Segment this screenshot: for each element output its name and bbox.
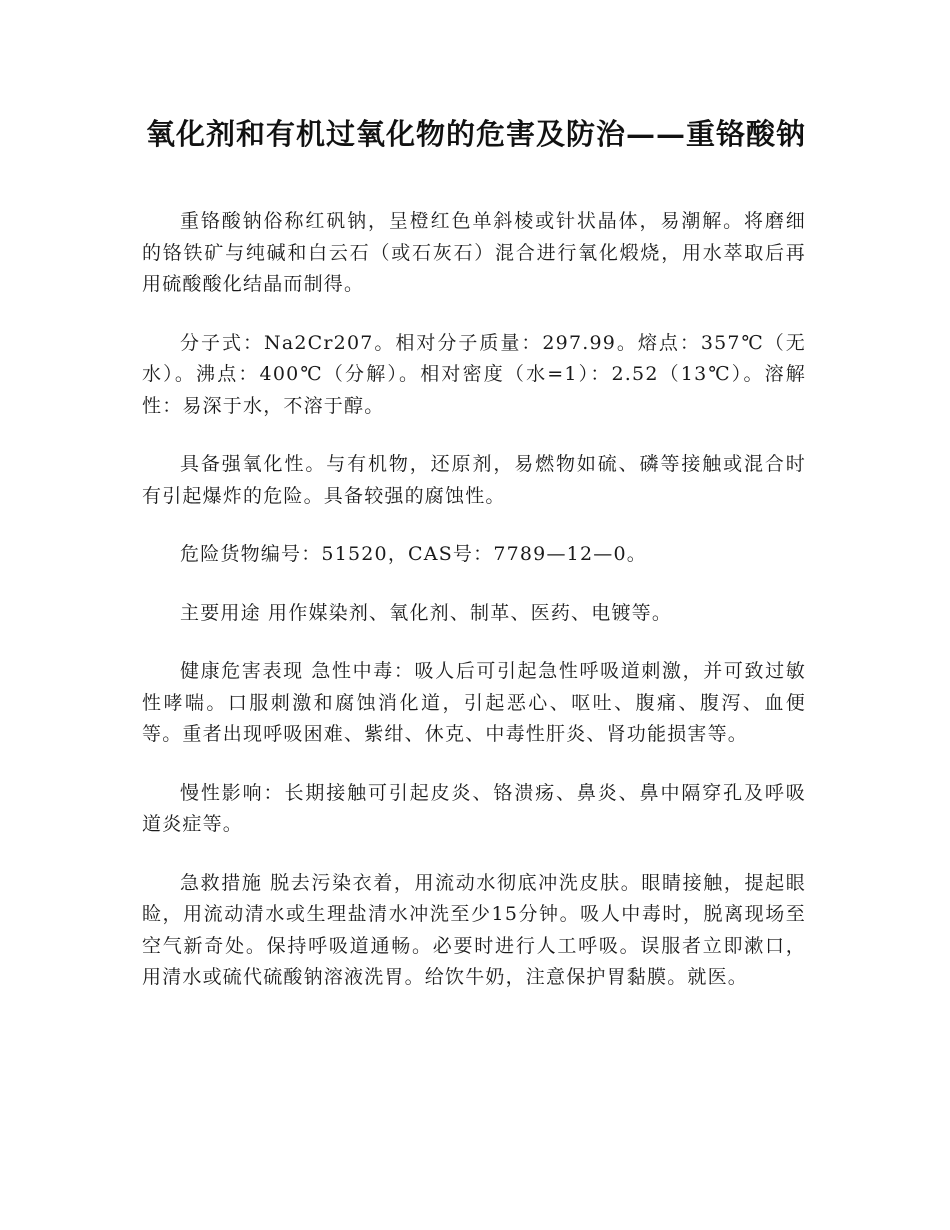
paragraph-description: 重铬酸钠俗称红矾钠，呈橙红色单斜棱或针状晶体，易潮解。将磨细的铬铁矿与纯碱和白云石（或石灰石）混合进行氧化煅烧，用水萃取后再用硫酸酸化结晶而制得。 — [142, 210, 806, 295]
paragraph-chronic-effects: 慢性影响：长期接触可引起皮炎、铬溃疡、鼻炎、鼻中隔穿孔及呼吸道炎症等。 — [142, 781, 806, 835]
document-title: 氧化剂和有机过氧化物的危害及防治——重铬酸钠 — [145, 117, 806, 151]
paragraph-health-hazards: 健康危害表现 急性中毒：吸人后可引起急性呼吸道刺激，并可致过敏性哮喘。口服刺激和腐蚀消化道，引起恶心、呕吐、腹痛、腹泻、血便等。重者出现呼吸困难、紫绀、休克、中毒性肝炎、肾功能损害等。 — [142, 660, 806, 745]
paragraph-first-aid: 急救措施 脱去污染衣着，用流动水彻底冲洗皮肤。眼睛接触，提起眼睑，用流动清水或生理盐清水冲洗至少15分钟。吸人中毒时，脱离现场至空气新奇处。保持呼吸道通畅。必要时进行人工呼吸。误服者立即漱口，用清水或硫代硫酸钠溶液洗胃。给饮牛奶，注意保护胃黏膜。就医。 — [142, 871, 806, 988]
document-body — [142, 206, 806, 1021]
paragraph-properties: 分子式：Na2Cr207。相对分子质量：297.99。熔点：357℃（无水）。沸点：400℃（分解）。相对密度（水=1）：2.52（13℃）。溶解性：易深于水，不溶于醇。 — [142, 331, 806, 417]
paragraph-uses: 主要用途 用作媒染剂、氧化剂、制革、医药、电镀等。 — [180, 601, 673, 624]
paragraph-hazards: 具备强氧化性。与有机物，还原剂，易燃物如硫、磷等接触或混合时有引起爆炸的危险。具备较强的腐蚀性。 — [142, 453, 806, 507]
paragraph-identifiers: 危险货物编号：51520，CAS号：7789—12—0。 — [180, 543, 647, 565]
